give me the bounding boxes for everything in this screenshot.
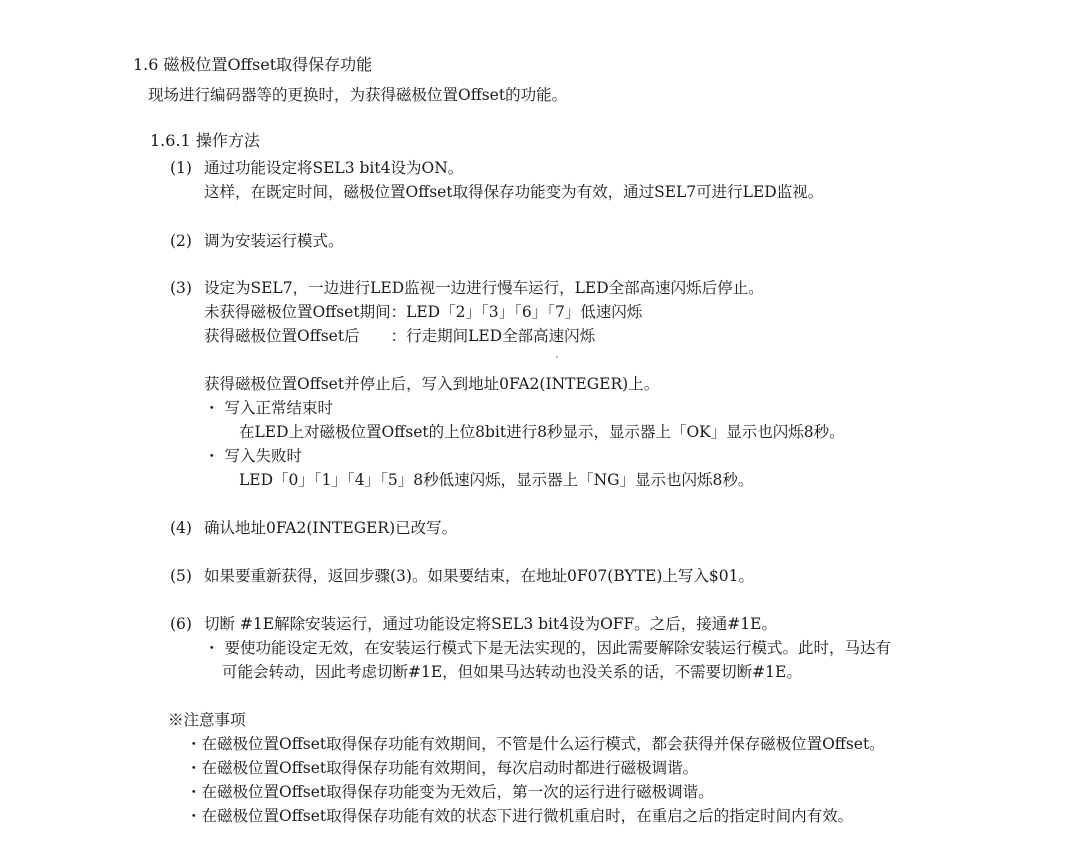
step-3-line-4: 获得磁极位置Offset并停止后，写入到地址0FA2(INTEGER)上。	[204, 375, 660, 393]
section-title: 磁极位置Offset取得保存功能	[163, 55, 373, 74]
step-4-line-1: 确认地址0FA2(INTEGER)已改写。	[204, 519, 458, 537]
notes-item-4: ・在磁极位置Offset取得保存功能有效的状态下进行微机重启时，在重启之后的指定时间内有效。	[186, 807, 854, 825]
step-3-number: (3)	[170, 279, 192, 297]
section-intro: 现场进行编码器等的更换时，为获得磁极位置Offset的功能。	[148, 86, 568, 104]
step-5-line-1: 如果要重新获得，返回步骤(3)。如果要结束，在地址0F07(BYTE)上写入$01。	[204, 567, 754, 585]
step-3-bullet-2-detail: LED「0」「1」「4」「5」8秒低速闪烁，显示器上「NG」显示也闪烁8秒。	[239, 471, 754, 489]
bullet-mark: ・	[204, 399, 220, 417]
notes-item-1: ・在磁极位置Offset取得保存功能有效期间，不管是什么运行模式，都会获得并保存磁极位置Offset。	[186, 735, 885, 753]
step-3-line-2: 未获得磁极位置Offset期间：LED「2」「3」「6」「7」低速闪烁	[204, 303, 643, 321]
step-3-bullet-2	[204, 446, 302, 466]
notes-title: ※注意事项	[168, 711, 246, 729]
step-1-number: (1)	[170, 159, 192, 177]
bullet-mark: ・	[186, 807, 202, 825]
step-3-bullet-1-detail: 在LED上对磁极位置Offset的上位8bit进行8秒显示，显示器上「OK」显示也闪烁8秒。	[239, 423, 845, 441]
step-5-number: (5)	[170, 567, 192, 585]
bullet-mark: ・	[204, 447, 220, 465]
scan-speck	[556, 356, 558, 358]
subsection-number: 1.6.1	[150, 131, 191, 150]
step-2-number: (2)	[170, 232, 192, 250]
step-3-bullet-1	[204, 398, 333, 418]
step-3-line-3: 获得磁极位置Offset后 ：行走期间LED全部高速闪烁	[204, 327, 596, 345]
subsection-heading	[150, 131, 260, 151]
step-3-line-1: 设定为SEL7，一边进行LED监视一边进行慢车运行，LED全部高速闪烁后停止。	[204, 279, 764, 297]
section-heading	[133, 55, 372, 75]
step-6-note-line-2: 可能会转动，因此考虑切断#1E，但如果马达转动也没关系的话，不需要切断#1E。	[222, 663, 802, 681]
bullet-mark: ・	[186, 735, 202, 753]
step-1-line-1: 通过功能设定将SEL3 bit4设为ON。	[204, 159, 464, 177]
bullet-mark: ・	[186, 783, 202, 801]
step-6-line-1: 切断 #1E解除安装运行，通过功能设定将SEL3 bit4设为OFF。之后，接通#1E。	[204, 615, 777, 633]
notes-item-2: ・在磁极位置Offset取得保存功能有效期间，每次启动时都进行磁极调谐。	[186, 759, 699, 777]
step-1-line-2: 这样，在既定时间，磁极位置Offset取得保存功能变为有效，通过SEL7可进行LED监视。	[204, 183, 824, 201]
step-3-bullet-1-label: 写入正常结束时	[224, 399, 333, 417]
step-6-note-line-1: ・ 要使功能设定无效，在安装运行模式下是无法实现的，因此需要解除安装运行模式。此时，马达有	[204, 639, 891, 657]
step-4-number: (4)	[170, 519, 192, 537]
step-3-bullet-2-label: 写入失败时	[224, 447, 302, 465]
notes-item-3: ・在磁极位置Offset取得保存功能变为无效后，第一次的运行进行磁极调谐。	[186, 783, 714, 801]
step-2-line-1: 调为安装运行模式。	[204, 232, 344, 250]
step-6-number: (6)	[170, 615, 192, 633]
section-number: 1.6	[133, 55, 159, 74]
subsection-title: 操作方法	[195, 131, 260, 150]
bullet-mark: ・	[186, 759, 202, 777]
bullet-mark: ・	[204, 639, 220, 657]
